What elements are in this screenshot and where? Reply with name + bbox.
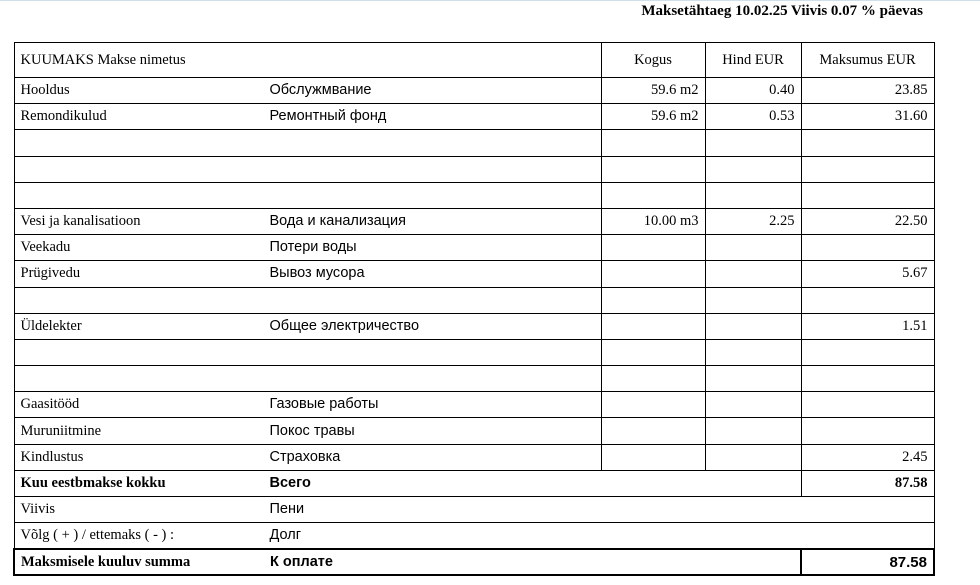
- item-name-et: Kindlustus: [20, 448, 84, 465]
- table-row: [14, 182, 934, 208]
- item-name-ru: Покос травы: [269, 422, 355, 439]
- item-name-et: Vesi ja kanalisatioon: [20, 213, 141, 230]
- item-name-cell: [14, 208, 601, 234]
- table-row: [14, 392, 934, 418]
- table-row: [14, 235, 934, 261]
- debt-label-ru: Долг: [269, 527, 301, 544]
- item-price: [705, 182, 801, 208]
- penalty-row: [14, 497, 934, 523]
- item-amount: [801, 130, 934, 156]
- item-quantity: [601, 313, 705, 339]
- item-name-cell: [14, 366, 601, 392]
- item-quantity: 59.6 m2: [601, 104, 705, 130]
- item-name-cell: [14, 182, 601, 208]
- item-price: [705, 156, 801, 182]
- item-name-cell: [14, 418, 601, 444]
- grand-total-label-et: Maksmisele kuuluv summa: [21, 553, 191, 570]
- item-name-cell: [14, 444, 601, 470]
- item-price: [705, 130, 801, 156]
- item-quantity: [601, 418, 705, 444]
- table-row: [14, 366, 934, 392]
- item-name-ru: Общее электричество: [269, 317, 420, 334]
- item-amount: [801, 339, 934, 365]
- item-price: [705, 287, 801, 313]
- item-amount: [801, 156, 934, 182]
- grand-total-label-ru: К оплате: [270, 553, 333, 570]
- table-row: [14, 287, 934, 313]
- item-name-cell: [14, 287, 601, 313]
- item-name-cell: [14, 156, 601, 182]
- table-row: [14, 313, 934, 339]
- item-name-et: Muruniitmine: [20, 422, 102, 439]
- item-price: [705, 313, 801, 339]
- item-quantity: [601, 182, 705, 208]
- total-label-ru: Всего: [269, 474, 311, 491]
- item-name-et: Hooldus: [20, 82, 70, 99]
- item-name-et: Prügivedu: [20, 265, 81, 282]
- item-name-cell: [14, 392, 601, 418]
- item-quantity: [601, 392, 705, 418]
- col-header-amount: Maksumus EUR: [801, 43, 934, 78]
- item-price: [705, 235, 801, 261]
- item-amount: 1.51: [801, 313, 934, 339]
- item-quantity: [601, 156, 705, 182]
- table-row: [14, 130, 934, 156]
- item-price: 0.53: [705, 104, 801, 130]
- item-name-cell: [14, 235, 601, 261]
- item-quantity: [601, 261, 705, 287]
- item-quantity: [601, 366, 705, 392]
- item-amount: [801, 366, 934, 392]
- item-amount: [801, 182, 934, 208]
- item-amount: 5.67: [801, 261, 934, 287]
- item-amount: [801, 418, 934, 444]
- item-price: [705, 339, 801, 365]
- item-quantity: [601, 339, 705, 365]
- item-price: [705, 444, 801, 470]
- item-price: [705, 392, 801, 418]
- total-row: [14, 470, 934, 496]
- item-price: 0.40: [705, 78, 801, 104]
- item-name-cell: [14, 104, 601, 130]
- item-amount: 31.60: [801, 104, 934, 130]
- item-name-cell: [14, 78, 601, 104]
- debt-label-et: Võlg ( + ) / ettemaks ( - ) :: [20, 527, 175, 544]
- item-quantity: [601, 130, 705, 156]
- table-row: [14, 208, 934, 234]
- item-price: [705, 366, 801, 392]
- table-row: [14, 104, 934, 130]
- item-amount: [801, 235, 934, 261]
- item-name-et: Remondikulud: [20, 108, 107, 125]
- col-header-name: KUUMAKS Makse nimetus: [14, 43, 601, 78]
- item-amount: 22.50: [801, 208, 934, 234]
- item-name-cell: [14, 261, 601, 287]
- item-name-et: Gaasitööd: [20, 396, 80, 413]
- item-quantity: [601, 287, 705, 313]
- item-name-ru: Вывоз мусора: [269, 265, 365, 282]
- item-name-ru: Вода и канализация: [269, 213, 406, 230]
- item-price: [705, 418, 801, 444]
- item-amount: 23.85: [801, 78, 934, 104]
- col-header-quantity: Kogus: [601, 43, 705, 78]
- item-name-ru: Ремонтный фонд: [269, 108, 387, 125]
- table-row: [14, 339, 934, 365]
- item-quantity: 59.6 m2: [601, 78, 705, 104]
- item-amount: [801, 287, 934, 313]
- grand-total-amount: 87.58: [801, 549, 934, 575]
- payment-deadline: Maksetähtaeg 10.02.25 Viivis 0.07 % päevas: [641, 3, 923, 19]
- item-name-et: Veekadu: [20, 239, 71, 256]
- item-name-cell: [14, 313, 601, 339]
- item-name-cell: [14, 130, 601, 156]
- debt-row: [14, 523, 934, 550]
- penalty-label-et: Viivis: [20, 501, 56, 518]
- invoice-table: [13, 42, 935, 576]
- item-amount: 2.45: [801, 444, 934, 470]
- item-quantity: [601, 444, 705, 470]
- item-quantity: [601, 235, 705, 261]
- total-label-et: Kuu eestbmakse kokku: [20, 474, 166, 491]
- item-name-ru: Обслужмвание: [269, 82, 372, 99]
- item-quantity: 10.00 m3: [601, 208, 705, 234]
- item-name-ru: Газовые работы: [269, 396, 379, 413]
- item-price: 2.25: [705, 208, 801, 234]
- item-name-cell: [14, 339, 601, 365]
- table-header-row: [14, 43, 934, 78]
- table-row: [14, 261, 934, 287]
- item-name-ru: Потери воды: [269, 239, 357, 256]
- total-amount: 87.58: [801, 470, 934, 496]
- table-row: [14, 444, 934, 470]
- top-border-line: [0, 0, 980, 1]
- table-row: [14, 418, 934, 444]
- table-row: [14, 78, 934, 104]
- item-name-et: Üldelekter: [20, 317, 82, 334]
- col-header-price: Hind EUR: [705, 43, 801, 78]
- item-price: [705, 261, 801, 287]
- penalty-label-ru: Пени: [269, 501, 305, 518]
- item-name-ru: Страховка: [269, 448, 341, 465]
- table-row: [14, 156, 934, 182]
- item-amount: [801, 392, 934, 418]
- grand-total-row: [14, 549, 934, 575]
